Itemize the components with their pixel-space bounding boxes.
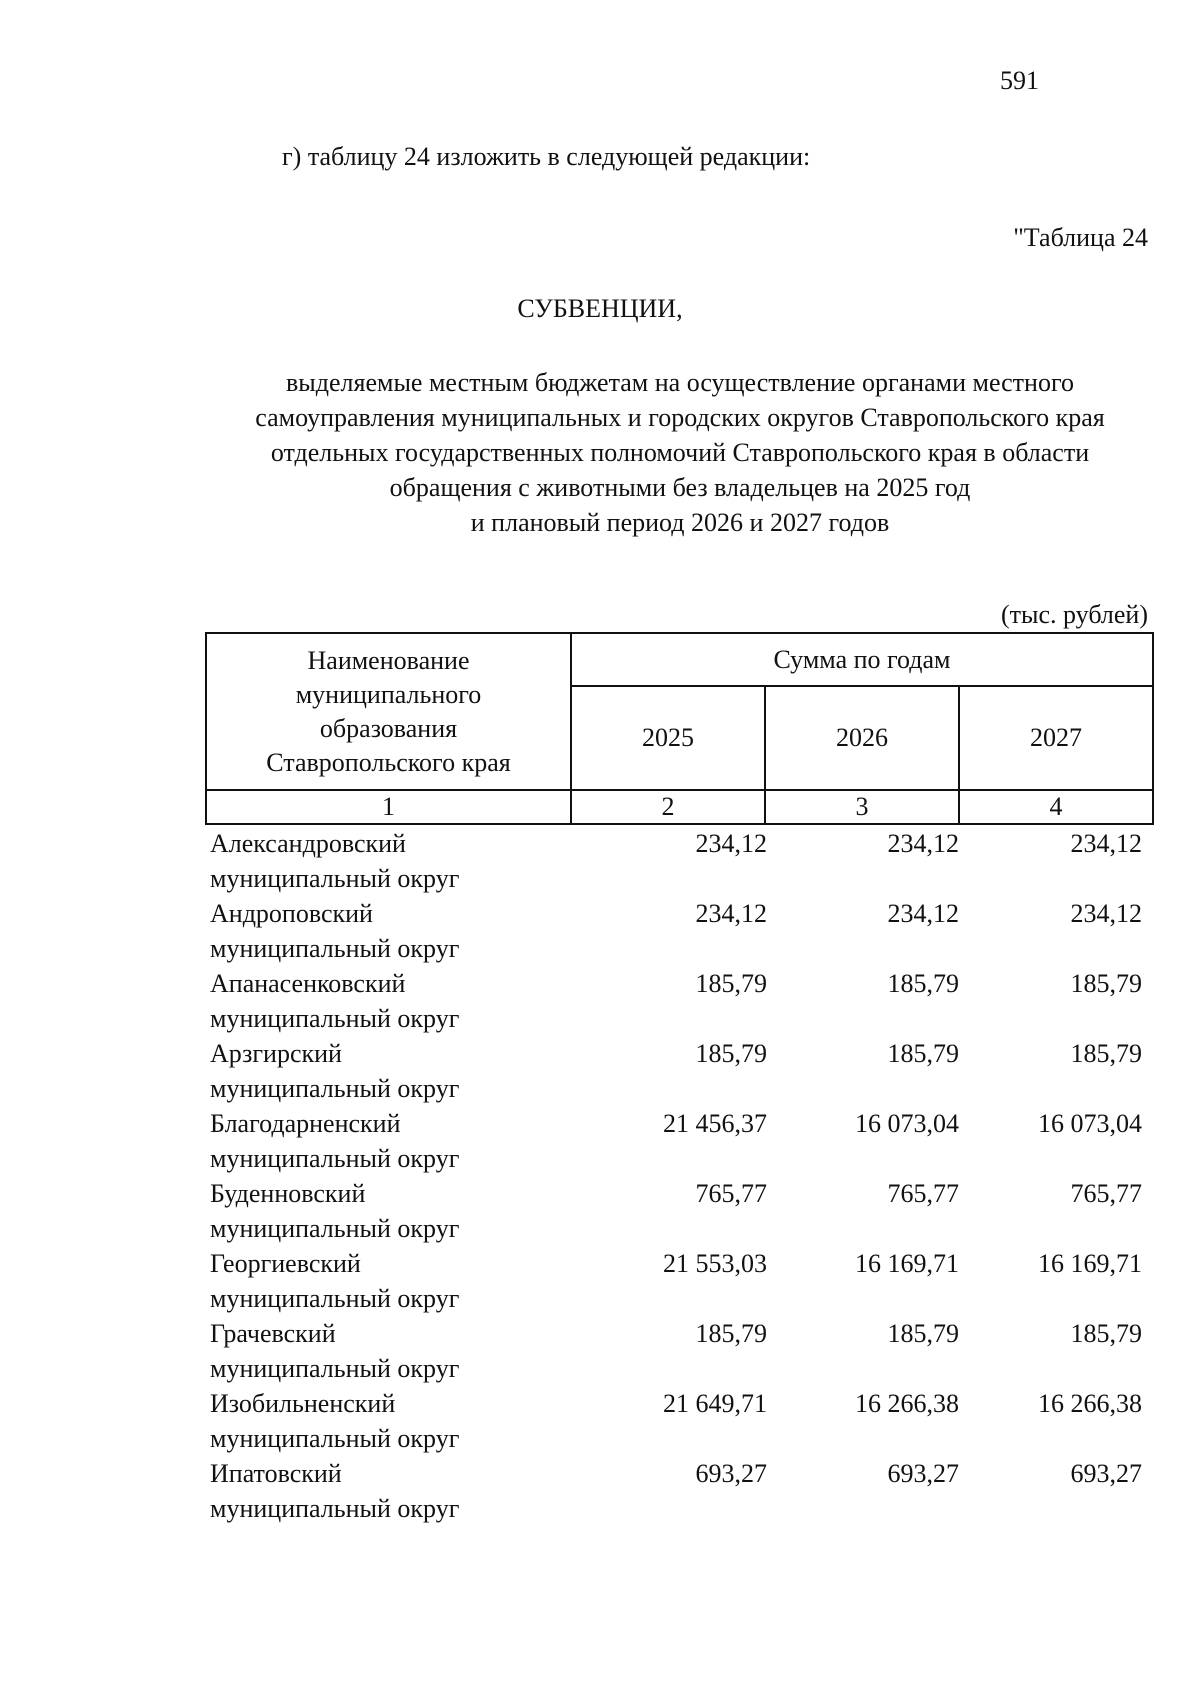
municipality-name: Благодарненский муниципальный округ [210, 1109, 460, 1173]
value-2026: 765,77 [887, 1179, 959, 1208]
table-row [205, 966, 1156, 1036]
subtitle-line: отдельных государственных полномочий Ставропольского края в области [270, 438, 1090, 467]
value-2027: 16 266,38 [1038, 1389, 1142, 1418]
value-2026: 234,12 [887, 829, 959, 858]
value-2027: 16 169,71 [1038, 1249, 1142, 1278]
value-2027: 693,27 [1070, 1459, 1142, 1488]
value-2027: 185,79 [1070, 969, 1142, 998]
header-name-line: образования [319, 713, 458, 743]
value-2026: 234,12 [887, 899, 959, 928]
value-2027: 185,79 [1070, 1039, 1142, 1068]
value-2026: 16 169,71 [855, 1249, 959, 1278]
value-2027: 765,77 [1070, 1179, 1142, 1208]
header-name-line: муниципального [295, 679, 482, 709]
value-2027: 185,79 [1070, 1319, 1142, 1348]
header-year-2025: 2025 [571, 686, 765, 790]
column-number: 3 [765, 790, 959, 824]
municipality-name: Грачевский муниципальный округ [210, 1319, 460, 1383]
header-name-line: Наименование [307, 645, 470, 675]
municipality-name: Арзгирский муниципальный округ [210, 1039, 460, 1103]
value-2025: 185,79 [695, 1039, 767, 1068]
table-body [205, 826, 1156, 1526]
header-sum-cell: Сумма по годам [571, 633, 1153, 686]
value-2025: 185,79 [695, 969, 767, 998]
value-2025: 234,12 [695, 829, 767, 858]
table-row [205, 1316, 1156, 1386]
table-row [205, 1106, 1156, 1176]
header-name-cell [206, 633, 571, 790]
column-number: 4 [959, 790, 1153, 824]
value-2026: 185,79 [887, 1319, 959, 1348]
value-2026: 16 073,04 [855, 1109, 959, 1138]
municipality-name: Ипатовский муниципальный округ [210, 1459, 460, 1523]
table-row [205, 1456, 1156, 1526]
table-row [205, 1036, 1156, 1106]
value-2027: 16 073,04 [1038, 1109, 1142, 1138]
value-2025: 693,27 [695, 1459, 767, 1488]
column-number: 2 [571, 790, 765, 824]
instruction-text: г) таблицу 24 изложить в следующей редакции: [282, 142, 811, 171]
value-2025: 765,77 [695, 1179, 767, 1208]
header-year-2026: 2026 [765, 686, 959, 790]
table-row [205, 826, 1156, 896]
page-number: 591 [1000, 66, 1039, 95]
municipality-name: Александровский муниципальный округ [210, 829, 460, 893]
subtitle-line: самоуправления муниципальных и городских округов Ставропольского края [255, 403, 1105, 432]
municipality-name: Апанасенковский муниципальный округ [210, 969, 460, 1033]
value-2025: 21 553,03 [663, 1249, 767, 1278]
municipality-name: Андроповский муниципальный округ [210, 899, 460, 963]
header-year-2027: 2027 [959, 686, 1153, 790]
value-2027: 234,12 [1070, 899, 1142, 928]
municipality-name: Георгиевский муниципальный округ [210, 1249, 460, 1313]
subtitle-line: выделяемые местным бюджетам на осуществление органами местного [286, 368, 1074, 397]
value-2025: 234,12 [695, 899, 767, 928]
table-row [205, 1386, 1156, 1456]
column-number: 1 [206, 790, 571, 824]
value-2025: 185,79 [695, 1319, 767, 1348]
municipality-name: Изобильненский муниципальный округ [210, 1389, 460, 1453]
document-subtitle [200, 365, 1160, 540]
table-row [205, 896, 1156, 966]
units-label: (тыс. рублей) [1000, 600, 1148, 629]
value-2026: 185,79 [887, 1039, 959, 1068]
value-2026: 16 266,38 [855, 1389, 959, 1418]
value-2025: 21 456,37 [663, 1109, 767, 1138]
document-title: СУБВЕНЦИИ, [517, 294, 683, 323]
value-2025: 21 649,71 [663, 1389, 767, 1418]
header-name-line: Ставропольского края [266, 747, 511, 777]
table-header [205, 632, 1154, 825]
municipality-name: Буденновский муниципальный округ [210, 1179, 460, 1243]
value-2026: 693,27 [887, 1459, 959, 1488]
value-2026: 185,79 [887, 969, 959, 998]
table-row [205, 1246, 1156, 1316]
subtitle-line: и плановый период 2026 и 2027 годов [470, 508, 890, 537]
table-label: "Таблица 24 [1013, 223, 1148, 252]
subtitle-line: обращения с животными без владельцев на 2025 год [389, 473, 971, 502]
table-row [205, 1176, 1156, 1246]
value-2027: 234,12 [1070, 829, 1142, 858]
